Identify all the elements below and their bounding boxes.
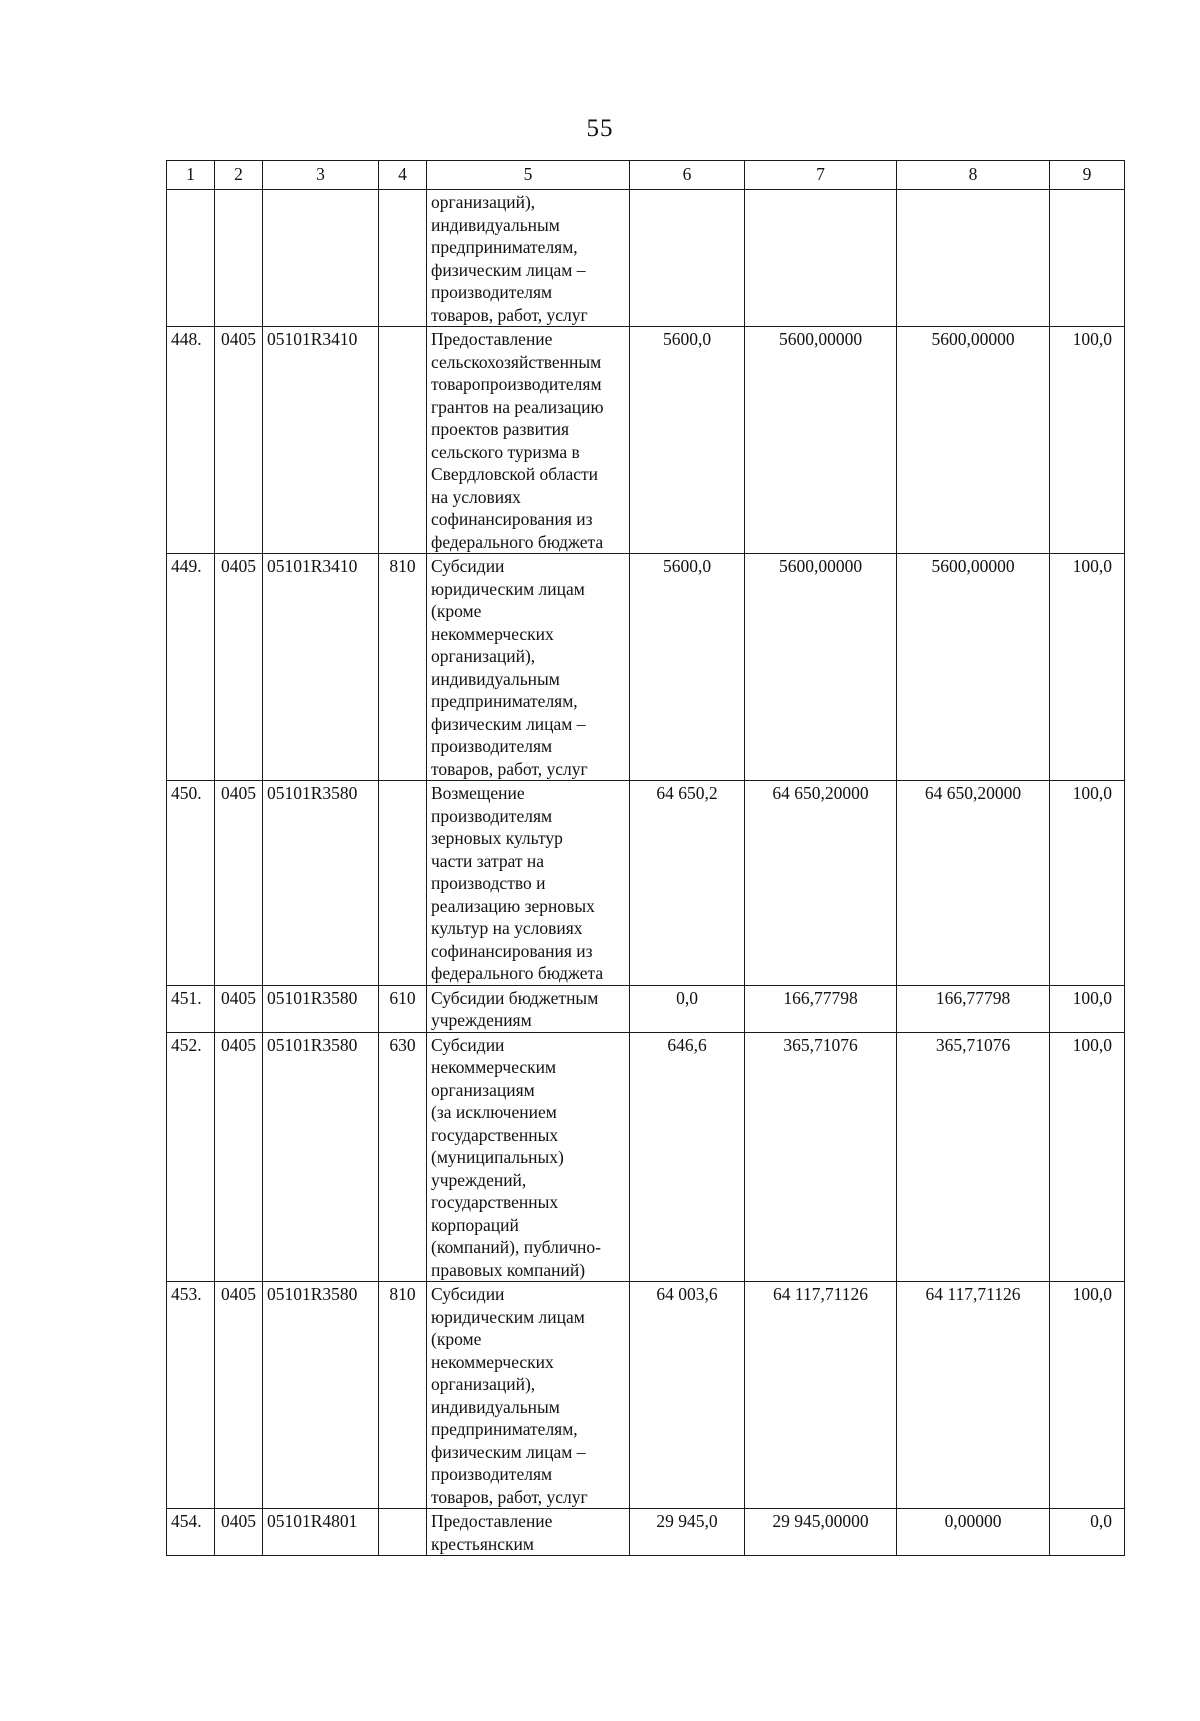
description-line: федерального бюджета [431,963,604,983]
description-cell [427,554,630,781]
column-header: 5 [427,161,630,190]
description-line: государственных [431,1124,559,1145]
description-line: правовых компаний) [431,1259,586,1280]
description-line: (кроме [431,1329,482,1349]
description-cell [427,327,630,554]
expense-type-cell [379,190,427,327]
percent-cell: 100,0 [1050,985,1125,1032]
section-code-cell: 0405 [215,1282,263,1509]
row-number-cell: 451. [167,985,215,1032]
executed-amount-cell: 166,77798 [745,985,897,1032]
description-line: сельскохозяйственным [431,351,602,372]
description-cell [427,190,630,327]
cash-amount-cell [897,190,1050,327]
description-cell [427,1282,630,1509]
description-line: индивидуальным [431,214,560,235]
description-line: товаров, работ, услуг [431,758,588,779]
description-line: физическим лицам – [431,259,586,280]
description-line: физическим лицам – [431,1441,586,1462]
description-cell [427,1032,630,1282]
description-line: индивидуальным [431,1396,560,1417]
row-number-cell: 454. [167,1509,215,1556]
expense-type-cell: 810 [379,1282,427,1509]
executed-amount-cell: 365,71076 [745,1032,897,1282]
column-header: 8 [897,161,1050,190]
description-line: федерального бюджета [431,531,604,552]
description-line: Предоставление [431,1511,553,1531]
plan-amount-cell [630,190,745,327]
table-row [167,985,1125,1032]
description-line: (за исключением [431,1102,557,1122]
expense-type-cell [379,1509,427,1556]
description-line: некоммерческих [431,623,554,644]
table-row [167,1282,1125,1509]
description-line: организаций), [431,192,536,212]
column-header: 3 [263,161,379,190]
description-line: Свердловской области [431,464,599,484]
target-article-cell: 05101R3410 [263,554,379,781]
description-line: организаций), [431,1374,536,1394]
table-header [167,161,1125,190]
description-line: Субсидии [431,556,505,576]
cash-amount-cell: 5600,00000 [897,327,1050,554]
section-code-cell [215,190,263,327]
description-line: Предоставление [431,329,553,349]
percent-cell: 100,0 [1050,781,1125,986]
cash-amount-cell: 365,71076 [897,1032,1050,1282]
column-header: 9 [1050,161,1125,190]
description-line: софинансирования из [431,509,593,529]
description-line: крестьянским [431,1533,534,1554]
description-cell [427,1509,630,1556]
table-body [167,190,1125,1556]
page-number: 55 [586,115,614,142]
table-row [167,327,1125,554]
description-line: проектов развития [431,419,570,439]
cash-amount-cell: 166,77798 [897,985,1050,1032]
description-line: некоммерческим [431,1057,557,1077]
description-line: предпринимателям, [431,237,578,257]
description-line: предпринимателям, [431,691,578,711]
expense-type-cell: 610 [379,985,427,1032]
executed-amount-cell: 64 117,71126 [745,1282,897,1509]
description-line: организаций), [431,646,536,666]
budget-table [166,160,1125,1556]
description-line: юридическим лицам [431,578,585,599]
target-article-cell: 05101R3580 [263,1282,379,1509]
percent-cell: 100,0 [1050,1032,1125,1282]
executed-amount-cell: 5600,00000 [745,327,897,554]
description-line: Субсидии [431,1034,505,1055]
expense-type-cell: 810 [379,554,427,781]
column-header: 1 [167,161,215,190]
description-line: учреждениям [431,1010,532,1030]
description-line: Субсидии бюджетным [431,987,599,1008]
table-row [167,1032,1125,1282]
description-line: корпораций [431,1214,519,1235]
row-number-cell [167,190,215,327]
percent-cell: 100,0 [1050,554,1125,781]
target-article-cell: 05101R3580 [263,1032,379,1282]
section-code-cell: 0405 [215,1509,263,1556]
description-line: производителям [431,1464,553,1484]
expense-type-cell [379,327,427,554]
target-article-cell: 05101R3580 [263,781,379,986]
percent-cell [1050,190,1125,327]
plan-amount-cell: 5600,0 [630,554,745,781]
description-line: части затрат на [431,850,545,871]
description-line: физическим лицам – [431,713,586,734]
expense-type-cell [379,781,427,986]
percent-cell: 0,0 [1050,1509,1125,1556]
target-article-cell: 05101R4801 [263,1509,379,1556]
executed-amount-cell [745,190,897,327]
plan-amount-cell: 64 650,2 [630,781,745,986]
description-line: предпринимателям, [431,1419,578,1439]
plan-amount-cell: 64 003,6 [630,1282,745,1509]
description-line: на условиях [431,486,521,507]
description-line: государственных [431,1192,559,1212]
description-line: (муниципальных) [431,1147,564,1167]
target-article-cell: 05101R3410 [263,327,379,554]
description-line: грантов на реализацию [431,396,604,417]
table-row [167,781,1125,986]
column-header: 7 [745,161,897,190]
executed-amount-cell: 5600,00000 [745,554,897,781]
description-line: культур на условиях [431,918,583,938]
cash-amount-cell: 64 117,71126 [897,1282,1050,1509]
row-number-cell: 453. [167,1282,215,1509]
row-number-cell: 450. [167,781,215,986]
description-line: учреждений, [431,1169,527,1190]
description-line: юридическим лицам [431,1306,585,1327]
description-line: производителям [431,736,553,756]
section-code-cell: 0405 [215,781,263,986]
description-line: (компаний), публично- [431,1237,601,1257]
description-line: софинансирования из [431,940,593,961]
description-line: зерновых культур [431,828,563,848]
description-line: сельского туризма в [431,441,580,462]
description-line: товаров, работ, услуг [431,304,588,325]
cash-amount-cell: 0,00000 [897,1509,1050,1556]
table-row [167,190,1125,327]
section-code-cell: 0405 [215,985,263,1032]
description-line: производство и [431,873,546,893]
description-cell [427,985,630,1032]
description-line: Возмещение [431,783,525,803]
section-code-cell: 0405 [215,1032,263,1282]
description-line: (кроме [431,601,482,621]
plan-amount-cell: 0,0 [630,985,745,1032]
column-header: 4 [379,161,427,190]
percent-cell: 100,0 [1050,1282,1125,1509]
table-row [167,554,1125,781]
description-line: реализацию зерновых [431,895,595,916]
row-number-cell: 452. [167,1032,215,1282]
description-line: товаропроизводителям [431,374,602,394]
section-code-cell: 0405 [215,327,263,554]
cash-amount-cell: 5600,00000 [897,554,1050,781]
plan-amount-cell: 646,6 [630,1032,745,1282]
plan-amount-cell: 5600,0 [630,327,745,554]
description-line: некоммерческих [431,1351,554,1372]
description-line: Субсидии [431,1284,505,1304]
expense-type-cell: 630 [379,1032,427,1282]
table-row [167,1509,1125,1556]
cash-amount-cell: 64 650,20000 [897,781,1050,986]
description-line: производителям [431,282,553,302]
target-article-cell [263,190,379,327]
percent-cell: 100,0 [1050,327,1125,554]
description-line: индивидуальным [431,668,560,689]
column-header: 6 [630,161,745,190]
executed-amount-cell: 29 945,00000 [745,1509,897,1556]
row-number-cell: 449. [167,554,215,781]
description-cell [427,781,630,986]
description-line: товаров, работ, услуг [431,1486,588,1507]
target-article-cell: 05101R3580 [263,985,379,1032]
description-line: производителям [431,805,553,826]
executed-amount-cell: 64 650,20000 [745,781,897,986]
header-row [167,161,1125,190]
section-code-cell: 0405 [215,554,263,781]
description-line: организациям [431,1079,535,1100]
column-header: 2 [215,161,263,190]
plan-amount-cell: 29 945,0 [630,1509,745,1556]
row-number-cell: 448. [167,327,215,554]
